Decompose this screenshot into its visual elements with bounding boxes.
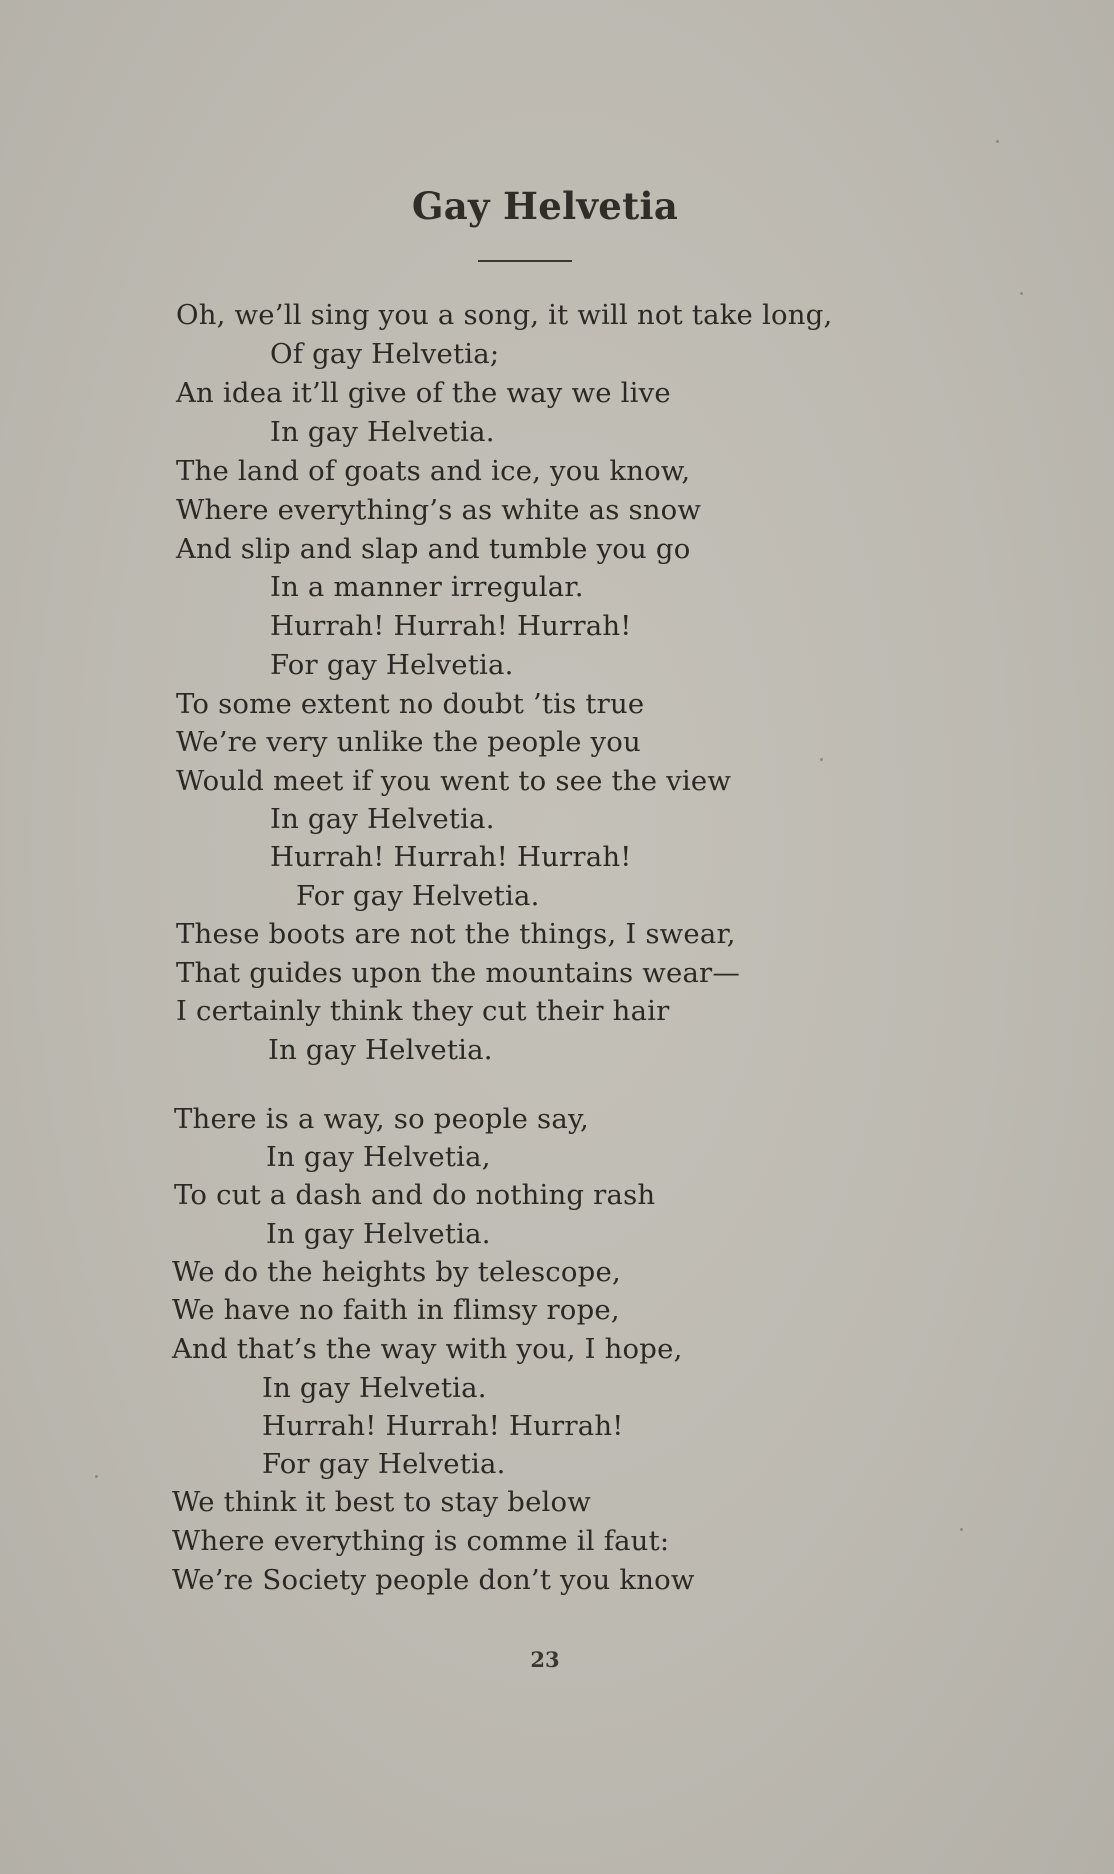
- poem-line: The land of goats and ice, you know,: [176, 455, 691, 487]
- poem-line: These boots are not the things, I swear,: [176, 918, 736, 950]
- poem-line: For gay Helvetia.: [296, 880, 540, 912]
- poem-line: To some extent no doubt ’tis true: [176, 688, 645, 720]
- poem-line: Where everything is comme il faut:: [172, 1525, 670, 1557]
- poem-line: In gay Helvetia,: [266, 1141, 491, 1173]
- poem-line: In gay Helvetia.: [270, 803, 495, 835]
- poem-line: Where everything’s as white as snow: [176, 494, 702, 526]
- poem-line: Hurrah! Hurrah! Hurrah!: [270, 841, 632, 873]
- poem-line: Of gay Helvetia;: [270, 338, 500, 370]
- poem-line: And slip and slap and tumble you go: [176, 533, 691, 565]
- paper-speck: [820, 758, 823, 761]
- poem-line: We’re Society people don’t you know: [172, 1564, 695, 1596]
- paper-speck: [1020, 292, 1023, 295]
- poem-line: Oh, we’ll sing you a song, it will not take long,: [176, 299, 833, 331]
- poem-line: In gay Helvetia.: [266, 1218, 491, 1250]
- poem-line: An idea it’ll give of the way we live: [176, 377, 671, 409]
- poem-line: We do the heights by telescope,: [172, 1256, 621, 1288]
- poem-line: In gay Helvetia.: [262, 1372, 487, 1404]
- poem-line: We have no faith in flimsy rope,: [172, 1294, 620, 1326]
- poem-title: Gay Helvetia: [411, 184, 679, 228]
- poem-line: In gay Helvetia.: [270, 416, 495, 448]
- poem-line: And that’s the way with you, I hope,: [172, 1333, 683, 1365]
- poem-line: In gay Helvetia.: [268, 1034, 493, 1066]
- paper-speck: [960, 1528, 963, 1531]
- poem-line: For gay Helvetia.: [270, 649, 514, 681]
- paper-speck: [996, 140, 999, 143]
- title-divider: [478, 260, 572, 262]
- poem-line: Hurrah! Hurrah! Hurrah!: [262, 1410, 624, 1442]
- poem-line: I certainly think they cut their hair: [176, 995, 670, 1027]
- poem-line: We’re very unlike the people you: [176, 726, 641, 758]
- paper-speck: [95, 1475, 98, 1478]
- poem-line: Would meet if you went to see the view: [176, 765, 732, 797]
- poem-line: There is a way, so people say,: [174, 1103, 589, 1135]
- poem-line: We think it best to stay below: [172, 1486, 592, 1518]
- page-number: 23: [530, 1647, 560, 1672]
- poem-line: In a manner irregular.: [270, 571, 584, 603]
- poem-line: For gay Helvetia.: [262, 1448, 506, 1480]
- poem-line: To cut a dash and do nothing rash: [174, 1179, 656, 1211]
- poem-line: That guides upon the mountains wear—: [176, 957, 741, 989]
- poem-line: Hurrah! Hurrah! Hurrah!: [270, 610, 632, 642]
